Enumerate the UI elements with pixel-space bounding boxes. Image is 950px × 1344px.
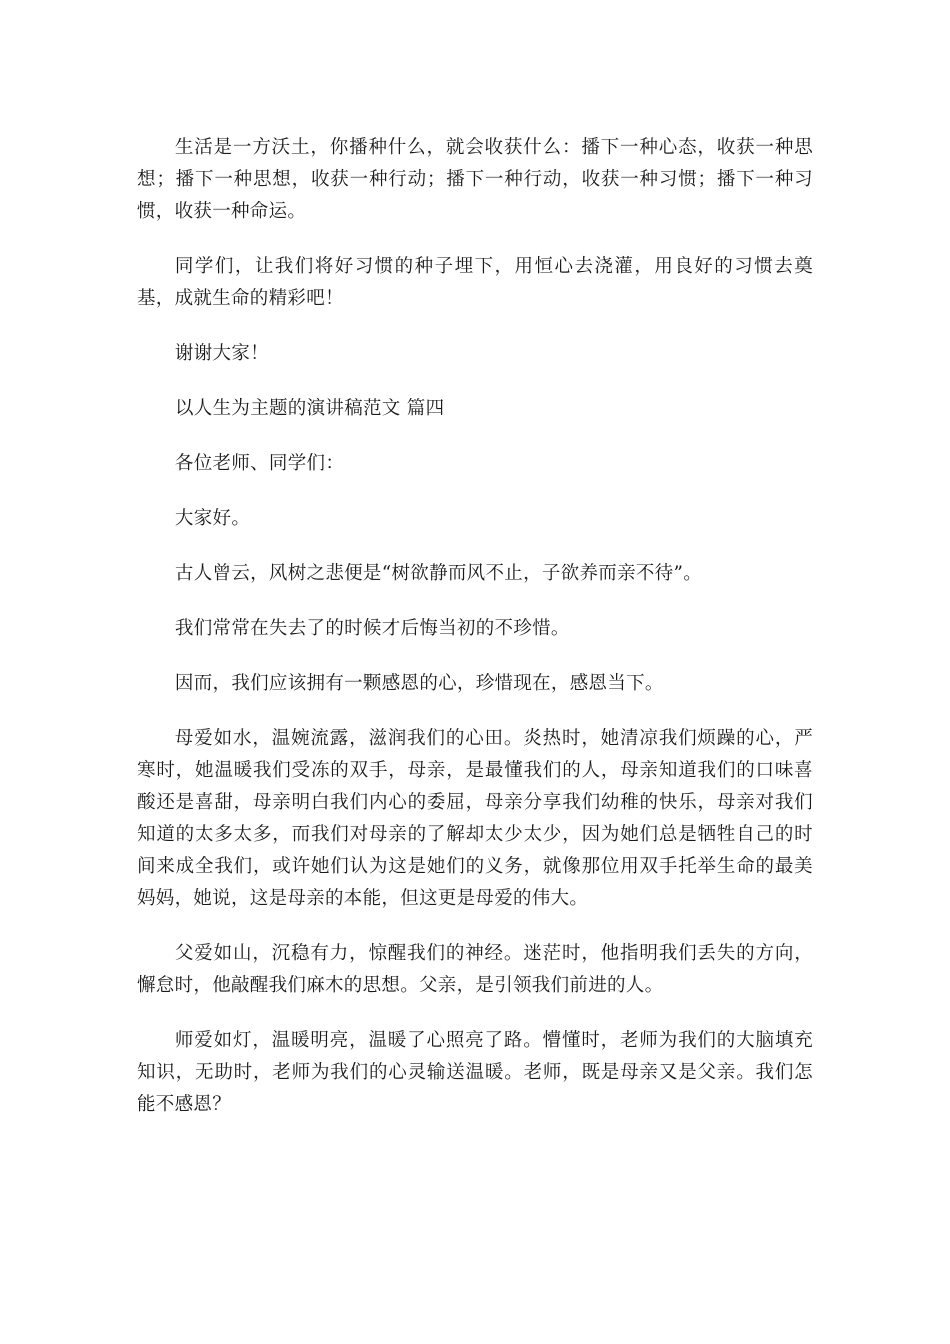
paragraph-salutation: 各位老师、同学们： <box>174 453 345 474</box>
paragraph-ancient-saying: 古人曾云，风树之悲便是“树欲静而风不止，子欲养而亲不待”。 <box>174 563 703 584</box>
paragraph-greeting: 大家好。 <box>174 508 251 529</box>
document-body <box>137 132 813 1121</box>
paragraph-gratitude: 因而，我们应该拥有一颗感恩的心，珍惜现在，感恩当下。 <box>174 673 664 694</box>
paragraph-good-habits: 同学们，让我们将好习惯的种子埋下，用恒心去浇灌，用良好的习惯去奠基，成就生命的精彩吧！ <box>137 256 813 309</box>
paragraph-teacher-love: 师爱如灯，温暖明亮，温暖了心照亮了路。懵懂时，老师为我们的大脑填充知识，无助时，老师为我们的心灵输送温暖。老师，既是母亲又是父亲。我们怎能不感恩？ <box>137 1030 813 1115</box>
section-heading: 以人生为主题的演讲稿范文 篇四 <box>175 398 445 419</box>
paragraph-thanks: 谢谢大家！ <box>174 343 269 364</box>
paragraph-mother-love: 母爱如水，温婉流露，滋润我们的心田。炎热时，她清凉我们烦躁的心，严寒时，她温暖我们受冻的双手，母亲，是最懂我们的人，母亲知道我们的口味喜酸还是喜甜，母亲明白我们内心的委屈，母亲分享我们幼稚的快乐，母亲对我们知道的太多太多，而我们对母亲的了解却太少太少，因为她们总是牺牲自己的时间来成全我们，或许她们认为这是她们的义务，就像那位用双手托举生命的最美妈妈，她说，这是母亲的本能，但这更是母爱的伟大。 <box>137 728 813 909</box>
paragraph-life-soil: 生活是一方沃土，你播种什么，就会收获什么：播下一种心态，收获一种思想；播下一种思想，收获一种行动；播下一种行动，收获一种习惯；播下一种习惯，收获一种命运。 <box>137 137 813 222</box>
paragraph-regret: 我们常常在失去了的时候才后悔当初的不珍惜。 <box>174 618 570 639</box>
paragraph-father-love: 父爱如山，沉稳有力，惊醒我们的神经。迷茫时，他指明我们丢失的方向，懈怠时，他敲醒我们麻木的思想。父亲，是引领我们前进的人。 <box>137 943 813 996</box>
